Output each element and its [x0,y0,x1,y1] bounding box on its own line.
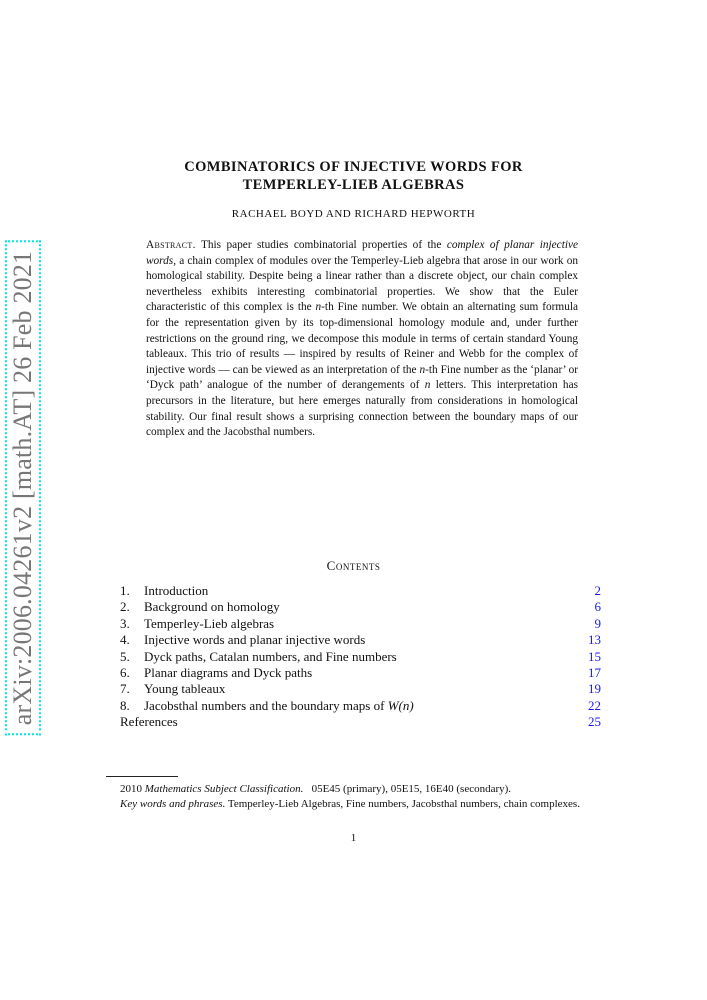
toc-number: 4. [120,632,130,648]
keywords-label: Key words and phrases. [120,797,226,810]
table-of-contents [120,583,601,731]
toc-title-text: Jacobsthal numbers and the boundary maps of [144,697,385,713]
abstract-text-3: -th Fine number. We obtain an alternating sum formula for the representation given by its top-dimensional homology module and, under further restrictions on the ground ring, we decompose this module in terms of certain standard Young tableaux. This trio of results — inspired by results of Reiner and Webb for the complex of injective words — can be viewed as an interpretation of the [146,301,578,376]
paper-title [100,158,607,194]
msc-footnote [106,782,602,797]
abstract-text-1: This paper studies combinatorial properties of the [200,239,442,251]
arxiv-identifier[interactable]: arXiv:2006.04261v2 [math.AT] 26 Feb 2021 [5,241,41,736]
toc-page-link[interactable]: 15 [588,648,601,664]
toc-title [144,698,588,714]
toc-number: 1. [120,583,130,598]
toc-item [120,616,601,632]
toc-title: References [120,714,178,730]
keywords-footnote [106,797,602,812]
toc-item [120,649,601,665]
toc-item [120,698,601,714]
toc-number: 6. [120,664,130,680]
title-line-2: TEMPERLEY-LIEB ALGEBRAS [242,177,465,193]
toc-item [120,583,601,599]
math-n: n [424,379,431,392]
paper-authors: RACHAEL BOYD AND RICHARD HEPWORTH [231,208,476,220]
toc-page-link[interactable]: 2 [594,583,601,598]
toc-item [120,599,601,615]
abstract-text-5: letters. This interpretation has precursors in the literature, but here emerges naturally from considerations in homological stability. Our final result shows a surprising connection between the boundary maps of our complex and the Jacobsthal numbers. [146,379,578,439]
toc-page-link[interactable]: 9 [594,615,601,631]
toc-title: Injective words and planar injective words [144,632,366,648]
toc-item [120,681,601,697]
toc-number: 3. [120,615,130,631]
msc-year: 2010 [120,783,142,795]
toc-title: Planar diagrams and Dyck paths [144,664,313,680]
abstract-text-4: -th Fine number as the ‘planar’ or ‘Dyck path’ analogue of the number of derangements of [146,363,578,392]
toc-item [120,665,601,681]
toc-number: 5. [120,648,130,664]
toc-number: 8. [120,697,130,713]
abstract-text-2: , a chain complex of modules over the Temperley-Lieb algebra that arose in our work on homological stability. Despite being a linear rather than a discrete object, our chain complex nevertheless exhibits interesting combinatorial properties. We show that the Euler characteristic of this complex is the [146,254,578,314]
toc-number: 7. [120,681,130,697]
title-line-1: COMBINATORICS OF INJECTIVE WORDS FOR [184,159,523,175]
toc-page-link[interactable]: 25 [588,714,601,730]
contents-heading: Contents [326,558,381,573]
toc-page-link[interactable]: 22 [588,697,601,713]
toc-references [120,714,601,730]
toc-page-link[interactable]: 13 [588,632,601,648]
toc-title: Background on homology [144,599,280,615]
toc-title-math: W(n) [387,697,414,713]
math-n: n [419,363,426,376]
footnote-rule [106,776,178,777]
toc-title: Introduction [144,583,209,598]
toc-page-link[interactable]: 19 [588,681,601,697]
abstract [146,238,578,441]
math-n: n [315,301,322,314]
toc-number: 2. [120,599,130,615]
page-number: 1 [350,832,357,844]
msc-text: 05E45 (primary), 05E15, 16E40 (secondary). [311,783,512,795]
msc-label: Mathematics Subject Classification. [144,783,304,795]
toc-title: Young tableaux [144,681,226,697]
toc-item [120,632,601,648]
abstract-label: Abstract. [146,239,196,251]
toc-page-link[interactable]: 6 [594,599,601,615]
arxiv-sidebar [0,250,46,726]
toc-title: Temperley-Lieb algebras [144,615,275,631]
keywords-text: Temperley-Lieb Algebras, Fine numbers, Jacobsthal numbers, chain complexes. [227,797,580,810]
toc-title: Dyck paths, Catalan numbers, and Fine numbers [144,648,397,664]
toc-page-link[interactable]: 17 [588,664,601,680]
footnotes [106,782,602,811]
abstract-emphasis: complex of planar injective words [146,239,578,267]
